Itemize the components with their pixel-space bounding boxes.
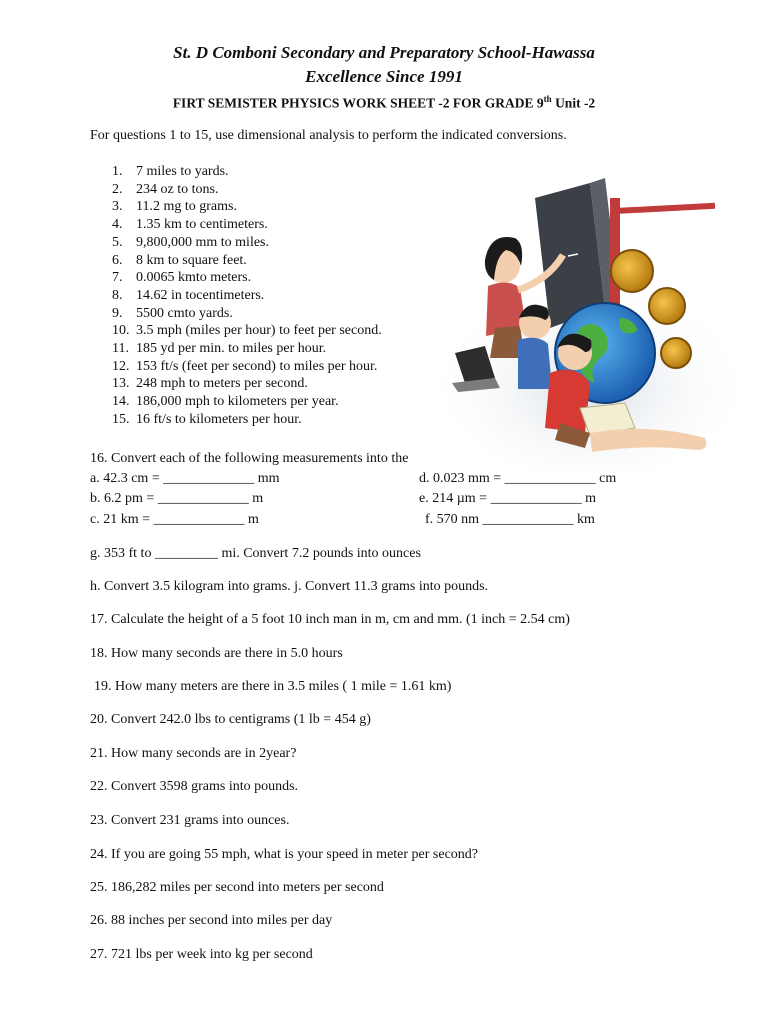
question-27: 27. 721 lbs per week into kg per second	[90, 947, 313, 962]
list-text: 11.2 mg to grams.	[136, 199, 237, 215]
worksheet-title	[0, 90, 768, 113]
list-item	[112, 358, 382, 376]
list-item	[112, 198, 382, 216]
list-number: 9.	[112, 305, 123, 321]
instructions: For questions 1 to 15, use dimensional analysis to perform the indicated conversions.	[90, 128, 567, 143]
question-23: 23. Convert 231 grams into ounces.	[90, 813, 290, 828]
list-number: 4.	[112, 217, 123, 233]
list-number: 14.	[112, 394, 130, 410]
list-text: 186,000 mph to kilometers per year.	[136, 394, 339, 410]
school-tagline: Excellence Since 1991	[305, 67, 463, 86]
list-number: 1.	[112, 164, 123, 179]
list-number: 13.	[112, 376, 130, 392]
list-text: 1.35 km to centimeters.	[136, 217, 268, 233]
question-22: 22. Convert 3598 grams into pounds.	[90, 779, 299, 794]
list-item	[112, 340, 382, 358]
q16-intro: 16. Convert each of the following measurements into the	[90, 451, 409, 466]
q16-item-f: f. 570 nm _____________ km	[425, 512, 595, 527]
list-text: 16 ft/s to kilometers per hour.	[136, 411, 302, 427]
list-item	[112, 411, 382, 429]
list-text: 7 miles to yards.	[136, 164, 229, 179]
list-text: 234 oz to tons.	[136, 181, 219, 197]
list-item	[112, 269, 382, 287]
list-item	[112, 287, 382, 305]
list-number: 10.	[112, 323, 130, 339]
list-text: 248 mph to meters per second.	[136, 376, 308, 392]
list-item	[112, 305, 382, 323]
q16-item-h: h. Convert 3.5 kilogram into grams. j. Convert 11.3 grams into pounds.	[90, 579, 489, 594]
list-text: 0.0065 kmto meters.	[136, 270, 252, 286]
question-25: 25. 186,282 miles per second into meters per second	[90, 880, 384, 895]
list-number: 7.	[112, 270, 123, 286]
q16-item-b: b. 6.2 pm = _____________ m	[90, 491, 264, 506]
worksheet-title-sup: th	[543, 94, 552, 104]
list-number: 5.	[112, 234, 123, 250]
list-item	[112, 322, 382, 340]
list-number: 8.	[112, 287, 123, 303]
question-19: 19. How many meters are there in 3.5 miles ( 1 mile = 1.61 km)	[94, 679, 452, 694]
question-20: 20. Convert 242.0 lbs to centigrams (1 lb = 454 g)	[90, 712, 371, 727]
q16-item-c: c. 21 km = _____________ m	[90, 512, 259, 527]
question-26: 26. 88 inches per second into miles per day	[90, 913, 333, 928]
list-text: 3.5 mph (miles per hour) to feet per second.	[136, 323, 382, 339]
question-17: 17. Calculate the height of a 5 foot 10 inch man in m, cm and mm. (1 inch = 2.54 cm)	[90, 612, 570, 627]
q16-item-g: g. 353 ft to _________ mi. Convert 7.2 pounds into ounces	[90, 546, 421, 561]
list-text: 153 ft/s (feet per second) to miles per hour.	[136, 358, 378, 374]
list-text: 185 yd per min. to miles per hour.	[136, 341, 327, 357]
list-text: 5500 cmto yards.	[136, 305, 233, 321]
school-name: St. D Comboni Secondary and Preparatory School-Hawassa	[173, 43, 595, 62]
list-number: 2.	[112, 181, 123, 197]
q16-item-d: d. 0.023 mm = _____________ cm	[419, 471, 617, 486]
question-list	[112, 163, 382, 429]
q16-item-e: e. 214 µm = _____________ m	[419, 491, 596, 506]
worksheet-title-main: FIRT SEMISTER PHYSICS WORK SHEET -2 FOR GRADE 9	[172, 95, 544, 111]
list-item	[112, 234, 382, 252]
list-text: 14.62 in tocentimeters.	[136, 287, 265, 303]
list-number: 3.	[112, 199, 123, 215]
list-text: 8 km to square feet.	[136, 252, 247, 268]
list-number: 6.	[112, 252, 123, 268]
worksheet-title-unit: Unit -2	[551, 95, 596, 111]
question-21: 21. How many seconds are in 2year?	[90, 746, 297, 761]
students-globe-illustration	[440, 178, 740, 473]
list-item	[112, 252, 382, 270]
list-item	[112, 375, 382, 393]
list-number: 12.	[112, 358, 130, 374]
q16-item-a: a. 42.3 cm = _____________ mm	[90, 471, 280, 486]
question-24: 24. If you are going 55 mph, what is your speed in meter per second?	[90, 847, 479, 862]
list-item	[112, 163, 382, 181]
list-number: 15.	[112, 411, 130, 427]
list-item	[112, 216, 382, 234]
list-item	[112, 393, 382, 411]
list-item	[112, 181, 382, 199]
list-number: 11.	[112, 341, 129, 357]
question-18: 18. How many seconds are there in 5.0 hours	[90, 646, 343, 661]
list-text: 9,800,000 mm to miles.	[136, 234, 269, 250]
